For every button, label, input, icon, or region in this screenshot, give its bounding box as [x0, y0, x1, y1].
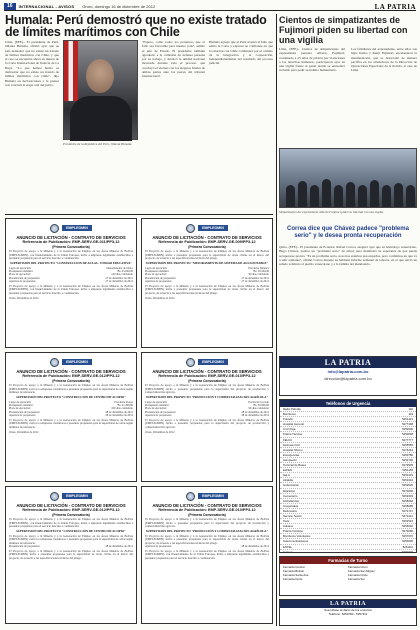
- ad-title: ANUNCIO DE LICITACIÓN - CONTRATO DE SERVICIOS: [16, 503, 126, 508]
- pharmacy-item: Farmacia Central: [283, 565, 305, 569]
- seal-icon: [186, 358, 195, 367]
- ad-convocatoria: (Primera Convocatoria): [188, 244, 226, 249]
- side-col-2: Los familiares del expresidente, entre ellos sus hijos Keiko y Kenji Fujimori, encabezaron la manifestación, que se desarrolló de manera pacífica en los alrededores de la Dirección de Operaciones Especiales de la Policía, al este de Lima.: [351, 47, 417, 73]
- phone-label: Cementerio: [283, 493, 298, 498]
- vigil-photo: [279, 148, 417, 208]
- portrait-face: [86, 59, 114, 93]
- section-label: INTERNACIONAL - AVISOS: [18, 4, 75, 9]
- flag-graphic: [64, 41, 78, 101]
- seal-icon: [50, 224, 59, 233]
- phone-label: Hospital General: [283, 422, 304, 427]
- tender-ads: [5, 218, 273, 626]
- pharmacies-title: Farmacias de Turno: [280, 557, 416, 564]
- phone-label: Cooperativa: [283, 503, 299, 508]
- phone-number: 5255555: [402, 442, 413, 447]
- phone-number: 110: [408, 407, 413, 411]
- seal-icon: [50, 492, 59, 501]
- vigil-caption: Simpatizantes del expresidente Alberto Fujimori piden su libertad con una vigilia.: [279, 210, 384, 214]
- seal-icon: [186, 492, 195, 501]
- phone-label: Bomberos: [283, 412, 296, 417]
- ad-footer: Oruro, Diciembre de 2012: [145, 297, 175, 301]
- main-story-body: [5, 40, 273, 212]
- phone-number: 5252700: [402, 457, 413, 462]
- phone-label: Radio Patrulla: [283, 407, 301, 411]
- ad-title: ANUNCIO DE LICITACIÓN - CONTRATO DE SERVICIOS: [16, 369, 126, 374]
- phone-number: 5250101: [402, 473, 413, 478]
- phone-label: FELCC: [283, 437, 293, 442]
- tender-ad-4: EMPLEOMIN ANUNCIO DE LICITACIÓN - CONTRATO DE SERVICIOS Referencia de Publicación: EMP-SERV-GE-010/PP3-12 (Primera Convocatoria) El Proyecto de apoyo a la Minería y a la Generación de Empleo en las Áreas Mineras de Bolivia (EMPLEOMIN) invita a presentar propuestas para la supervisión del proyecto de producción y comercialización agrícola. SUPERVISIÓN DEL PROYECTO "PRODUCCIÓN Y COMERCIALIZACIÓN AGRÍCOLA" Lugar de ejecución: Provincia Cercado Presupuesto máximo: Bs. 36.000,00 Plazo de ejecución: 90 días calendario Presentación de propuestas: 28 de diciembre de 2012 Apertura de propuestas: 28 de diciembre de 2012 El Proyecto de apoyo a la Minería y a la Generación de Empleo en las Áreas Mineras de Bolivia (EMPLEOMIN) invita a presentar propuestas para la supervisión del proyecto de producción y comercialización agrícola. Oruro, Diciembre de 2012: [141, 352, 273, 482]
- subscription-line-1: Suscríbase al diario de los orureños: [324, 608, 372, 612]
- phone-number: 5250008: [402, 432, 413, 437]
- phone-number: 5251155: [402, 468, 413, 473]
- ad-convocatoria: (Primera Convocatoria): [52, 512, 90, 517]
- ad-ref: Referencia de Publicación: EMP-SERV-GE-012/PP3-12: [22, 508, 120, 512]
- tender-ad-5: EMPLEOMIN ANUNCIO DE LICITACIÓN - CONTRATO DE SERVICIOS Referencia de Publicación: EMP-SERV-GE-012/PP3-12 (Primera Convocatoria) El Proyecto de apoyo a la Minería y a la Generación de Empleo en las Áreas Mineras de Bolivia (EMPLEOMIN), con financiamiento de la Unión Europea, invita a empresas legalmente establecidas a presentar propuestas para el servicio descrito a continuación. SUPERVISIÓN DEL PROYECTO "CONSTRUCCIÓN DE CENTRO DE ACOPIO" El Proyecto de apoyo a la Minería y a la Generación de Empleo en las Áreas Mineras de Bolivia (EMPLEOMIN) convoca a empresas consultoras a presentar propuestas para la supervisión de obras según términos de referencia. Presentación de propuestas: 28 de diciembre de 2012 El Proyecto de apoyo a la Minería y a la Generación de Empleo en las Áreas Mineras de Bolivia (EMPLEOMIN) invita a presentar propuestas para la supervisión de obras civiles en el marco del proyecto, de acuerdo a las especificaciones técnicas del pliego.: [5, 486, 137, 624]
- newspaper-brand: LA PATRIA: [374, 2, 416, 11]
- phone-label: Alcaldía: [283, 478, 293, 483]
- phone-label: SeLA: [283, 473, 290, 478]
- brief-body: Quito, (EFE).- El presidente de Ecuador, Rafael Correa, aseguró ayer que su homólogo venezolano, Hugo Chávez, padece un "problema serio" de salud, pero manifestó su esperanza de que pueda recuperarse pronto. "Es un problema serio, nosotros estamos preocupados, pero confiamos en que va a salir adelante", afirmó Correa durante su habitual informe semanal de labores, en el que envió un saludo solidario al pueblo venezolano y a la familia del mandatario.: [279, 245, 417, 267]
- ad-ref: Referencia de Publicación: EMP-SERV-GE-009/PP3-12: [158, 240, 256, 244]
- phone-label: Defensa Civil: [283, 442, 300, 447]
- phone-number: 5271212: [402, 513, 413, 518]
- ad-ref: Referencia de Publicación: EMP-SERV-GE-012/PP3-12: [22, 374, 120, 378]
- phone-label: Ambulancias: [283, 498, 300, 503]
- phone-number: 5252520: [402, 483, 413, 488]
- ad-title: ANUNCIO DE LICITACIÓN - CONTRATO DE SERVICIOS: [152, 369, 262, 374]
- main-story-col-1: Lima, (EFE).- El presidente de Perú, Ollanta Humala, afirmó ayer que su país demostró que no existe un tratado de límites marítimos con Chile, y que el caso se encuentra ahora en manos de la Corte Internacional de Justicia de La Haya. "Lo que hemos hecho es demostrar que no existe un tratado de límites marítimos con Chile", dijo Humala en declaraciones a la prensa tras concluir la etapa oral del juicio.: [5, 40, 59, 87]
- ad-convocatoria: (Primera Convocatoria): [52, 244, 90, 249]
- ad-subject: SUPERVISIÓN DEL PROYECTO "PRODUCCIÓN Y COMERCIALIZACIÓN AGRÍCOLA": [145, 394, 269, 399]
- phone-label: Servicio Social: [283, 513, 302, 518]
- ad-subject: SUPERVISIÓN DEL PROYECTO "CONSTRUCCIÓN DE CENTRO DE ACOPIO": [16, 394, 126, 399]
- phone-row: [280, 550, 416, 553]
- phone-number: 5250000: [402, 539, 413, 544]
- phone-number: 5277777: [402, 437, 413, 442]
- tender-ad-6: EMPLEOMIN ANUNCIO DE LICITACIÓN - CONTRATO DE SERVICIOS Referencia de Publicación: EMP-SERV-GE-010/PP3-12 (Primera Convocatoria) El Proyecto de apoyo a la Minería y a la Generación de Empleo en las Áreas Mineras de Bolivia (EMPLEOMIN) invita a presentar propuestas para la supervisión del proyecto de producción y comercialización agrícola. SUPERVISIÓN DEL PROYECTO "PRODUCCIÓN Y COMERCIALIZACIÓN AGRÍCOLA" El Proyecto de apoyo a la Minería y a la Generación de Empleo en las Áreas Mineras de Bolivia (EMPLEOMIN) invita a presentar propuestas para la supervisión de obras civiles en el marco del proyecto, de acuerdo a las especificaciones técnicas del pliego. Apertura de propuestas: 28 de diciembre de 2012 El Proyecto de apoyo a la Minería y a la Generación de Empleo en las Áreas Mineras de Bolivia (EMPLEOMIN), con financiamiento de la Unión Europea, invita a empresas legalmente establecidas a presentar propuestas para el servicio descrito a continuación.: [141, 486, 273, 624]
- phone-number: 5279535: [402, 463, 413, 468]
- phone-label: Tránsito: [283, 417, 293, 422]
- ad-footer: Oruro, Diciembre de 2012: [9, 431, 39, 435]
- phone-label: Correos: [283, 549, 293, 553]
- subscription-box: [279, 599, 417, 626]
- phone-label: Hospital Obrero: [283, 447, 303, 452]
- phone-label: ENTEL: [283, 544, 293, 549]
- side-headline: Cientos de simpatizantes de Fujimori piden su libertad con una vigilia: [279, 15, 408, 45]
- phone-label: Aeropuerto: [283, 457, 297, 462]
- ad-subject: SUPERVISIÓN DEL PROYECTO "CONSTRUCCIÓN DE AULAS - UNIDAD EDUCATIVA": [9, 260, 133, 265]
- side-col-1: Lima, (EFE).- Cientos de simpatizantes del expresidente peruano Alberto Fujimori, condenado a 25 años de prisión por violaciones a los derechos humanos, participaron ayer en una vigilia frente al penal donde se encuentra recluido para pedir su indulto humanitario.: [279, 47, 345, 73]
- pharmacy-item: Farmacia Sur: [348, 577, 365, 581]
- phone-number: 119: [408, 412, 413, 417]
- pharmacy-item: Farmacia Bolívar: [283, 569, 305, 573]
- page-number: 16: [4, 3, 16, 10]
- ad-footer: Oruro, Diciembre de 2012: [9, 297, 39, 301]
- phone-label: Bomberos Voluntarios: [283, 534, 311, 539]
- phone-label: Policía Turística: [283, 529, 303, 534]
- ad-convocatoria: (Primera Convocatoria): [188, 512, 226, 517]
- pharmacies-list: [280, 564, 416, 582]
- humala-photo: [63, 40, 138, 140]
- phone-number: 5251515: [402, 519, 413, 524]
- contact-brand: LA PATRIA: [280, 357, 416, 368]
- ad-ref: Referencia de Publicación: EMP-SERV-GE-010/PP3-12: [158, 374, 256, 378]
- ad-org: EMPLEOMIN: [198, 493, 228, 499]
- portrait-suit: [70, 96, 132, 141]
- seal-icon: [186, 224, 195, 233]
- ad-org: EMPLEOMIN: [62, 359, 92, 365]
- ad-body: El Proyecto de apoyo a la Minería y a la Generación de Empleo en las Áreas Mineras de Bolivia (EMPLEOMIN) invita a presentar propuestas para la supervisión de obras civiles en el marco del proyecto, de acuerdo a las especificaciones técnicas del pliego.: [145, 249, 269, 261]
- phone-number: 5250303: [402, 549, 413, 553]
- ad-org: EMPLEOMIN: [62, 225, 92, 231]
- phone-label: Emergencias: [283, 452, 300, 457]
- phone-label: Defensoría: [283, 508, 297, 513]
- tender-ad-1: EMPLEOMIN ANUNCIO DE LICITACIÓN - CONTRATO DE SERVICIOS Referencia de Publicación: EMP-SERV-GE-011/PP3-12 (Primera Convocatoria) El Proyecto de apoyo a la Minería y a la Generación de Empleo en las Áreas Mineras de Bolivia (EMPLEOMIN), con financiamiento de la Unión Europea, invita a empresas legalmente establecidas a presentar propuestas para el servicio descrito a continuación. SUPERVISIÓN DEL PROYECTO "CONSTRUCCIÓN DE AULAS - UNIDAD EDUCATIVA" Lugar de ejecución: Departamento de Oruro Presupuesto máximo: Bs. 45.000,00 Plazo de ejecución: 120 días calendario Presentación de propuestas: 27 de diciembre de 2012 Apertura de propuestas: 27 de diciembre de 2012 El Proyecto de apoyo a la Minería y a la Generación de Empleo en las Áreas Mineras de Bolivia (EMPLEOMIN), con financiamiento de la Unión Europea, invita a empresas legalmente establecidas a presentar propuestas para el servicio descrito a continuación. Oruro, Diciembre de 2012: [5, 218, 137, 348]
- ad-title: ANUNCIO DE LICITACIÓN - CONTRATO DE SERVICIOS: [16, 235, 126, 240]
- ad-org: EMPLEOMIN: [198, 225, 228, 231]
- ad-body: El Proyecto de apoyo a la Minería y a la Generación de Empleo en las Áreas Mineras de Bolivia (EMPLEOMIN), con financiamiento de la Unión Europea, invita a empresas legalmente establecidas a presentar propuestas para el servicio descrito a continuación.: [9, 249, 133, 261]
- phone-number: 5253333: [402, 493, 413, 498]
- ad-ref: Referencia de Publicación: EMP-SERV-GE-011/PP3-12: [22, 240, 120, 244]
- masthead: [4, 3, 416, 11]
- phone-number: 5274242: [402, 447, 413, 452]
- emergency-phones: [279, 399, 417, 553]
- ad-body: El Proyecto de apoyo a la Minería y a la Generación de Empleo en las Áreas Mineras de Bolivia (EMPLEOMIN) convoca a empresas consultoras a presentar propuestas para la supervisión de obras según términos de referencia.: [9, 383, 133, 395]
- phone-label: Telecomunicaciones: [283, 539, 309, 544]
- phone-label: Gobernación: [283, 483, 300, 488]
- pharmacy-item: Farmacia Norte: [283, 577, 303, 581]
- pharmacy-item: Farmacia Santa Ana: [283, 573, 309, 577]
- phone-number: 5251010: [402, 478, 413, 483]
- main-story-col-2: "Espero, como todos los peruanos, que el fallo sea favorable para nuestro país", señaló el jefe de Estado. El presidente también agradeció a la comisión de defensa peruana por su trabajo, y destacó la unidad nacional mostrada durante todo el proceso, que concluyó el viernes con los alegatos finales de ambas partes ante los jueces del tribunal internacional.: [142, 40, 205, 79]
- subscription-line-2: Teléfono: 5250780 - 5257111: [328, 612, 368, 616]
- phone-number: 5251111: [402, 544, 413, 549]
- ad-convocatoria: (Primera Convocatoria): [52, 378, 90, 383]
- phone-number: 5258080: [402, 503, 413, 508]
- phone-number: 5251421: [402, 417, 413, 422]
- ad-title: ANUNCIO DE LICITACIÓN - CONTRATO DE SERVICIOS: [152, 235, 262, 240]
- ad-org: EMPLEOMIN: [62, 493, 92, 499]
- phone-number: 5257070: [402, 534, 413, 539]
- photo-caption: Presidente de la República del Perú, Ollanta Humala.: [63, 142, 133, 146]
- main-headline: Humala: Perú demostró que no existe tratado de límites marítimos con Chile: [5, 13, 267, 39]
- pharmacy-item: Farmacia Cristo: [348, 573, 368, 577]
- phone-label: Migración: [283, 488, 296, 493]
- phones-title: Teléfonos de Urgencia: [280, 400, 416, 407]
- phone-label: Aduana: [283, 524, 293, 529]
- tender-ad-2: EMPLEOMIN ANUNCIO DE LICITACIÓN - CONTRATO DE SERVICIOS Referencia de Publicación: EMP-SERV-GE-009/PP3-12 (Primera Convocatoria) El Proyecto de apoyo a la Minería y a la Generación de Empleo en las Áreas Mineras de Bolivia (EMPLEOMIN) invita a presentar propuestas para la supervisión de obras civiles en el marco del proyecto, de acuerdo a las especificaciones técnicas del pliego. SUPERVISIÓN DEL PROYECTO "MEJORAMIENTO DE SISTEMA DE AGUA POTABLE" Lugar de ejecución: Provincia Dalence Presupuesto máximo: Bs. 38.500,00 Plazo de ejecución: 90 días calendario Presentación de propuestas: 27 de diciembre de 2012 Apertura de propuestas: 27 de diciembre de 2012 El Proyecto de apoyo a la Minería y a la Generación de Empleo en las Áreas Mineras de Bolivia (EMPLEOMIN) invita a presentar propuestas para la supervisión de obras civiles en el marco del proyecto, de acuerdo a las especificaciones técnicas del pliego. Oruro, Diciembre de 2012: [141, 218, 273, 348]
- phone-number: 5256060: [402, 498, 413, 503]
- ad-ref: Referencia de Publicación: EMP-SERV-GE-010/PP3-12: [158, 508, 256, 512]
- ad-subject: SUPERVISIÓN DEL PROYECTO "MEJORAMIENTO DE SISTEMA DE AGUA POTABLE": [145, 260, 269, 265]
- seal-icon: [50, 358, 59, 367]
- phone-number: 5250780: [402, 452, 413, 457]
- contact-box: [279, 356, 417, 396]
- contact-email[interactable]: info@lapatria.com.bo: [327, 369, 369, 374]
- ad-title: ANUNCIO DE LICITACIÓN - CONTRATO DE SERVICIOS: [152, 503, 262, 508]
- brief-headline: Correa dice que Chávez padece "problema serio" y le desea pronta recuperación: [287, 226, 409, 239]
- ad-footer: Oruro, Diciembre de 2012: [145, 431, 175, 435]
- ad-org: EMPLEOMIN: [198, 359, 228, 365]
- issue-date: Oruro, domingo 16 de diciembre de 2012: [82, 4, 156, 9]
- main-story-col-3: Humala agregó que el Perú acatará el fallo que emita la Corte y expresó su confianza en que la relación con Chile continuará por el camino de la integración y la cooperación, independientemente del resultado del proceso judicial.: [209, 40, 273, 66]
- subscription-brand: LA PATRIA: [280, 600, 416, 608]
- pharmacies-box: [279, 556, 417, 596]
- pharmacy-item: Farmacia Oruro: [348, 565, 368, 569]
- phone-number: 5277408: [402, 422, 413, 427]
- phone-label: Terminal de Buses: [283, 463, 307, 468]
- phone-number: 5274747: [402, 508, 413, 513]
- phone-label: Cruz Roja: [283, 427, 296, 432]
- phone-number: 5270000: [402, 488, 413, 493]
- phone-label: Policía Técnica: [283, 432, 302, 437]
- phone-label: ELFEO: [283, 468, 293, 473]
- contact-web[interactable]: dirección@lapatria.com.bo: [324, 376, 372, 381]
- phone-number: 5254040: [402, 524, 413, 529]
- phone-number: 5252606: [402, 427, 413, 432]
- phone-label: Taxis: [283, 519, 290, 524]
- ad-convocatoria: (Primera Convocatoria): [188, 378, 226, 383]
- pharmacy-item: Farmacia San Miguel: [348, 569, 375, 573]
- phones-list: [280, 407, 416, 553]
- phone-number: 5279090: [402, 529, 413, 534]
- ad-body: El Proyecto de apoyo a la Minería y a la Generación de Empleo en las Áreas Mineras de Bolivia (EMPLEOMIN) invita a presentar propuestas para la supervisión del proyecto de producción y comercialización agrícola.: [145, 383, 269, 395]
- tender-ad-3: EMPLEOMIN ANUNCIO DE LICITACIÓN - CONTRATO DE SERVICIOS Referencia de Publicación: EMP-SERV-GE-012/PP3-12 (Primera Convocatoria) El Proyecto de apoyo a la Minería y a la Generación de Empleo en las Áreas Mineras de Bolivia (EMPLEOMIN) convoca a empresas consultoras a presentar propuestas para la supervisión de obras según términos de referencia. SUPERVISIÓN DEL PROYECTO "CONSTRUCCIÓN DE CENTRO DE ACOPIO" Lugar de ejecución: Provincia Poopó Presupuesto máximo: Bs. 41.200,00 Plazo de ejecución: 100 días calendario Presentación de propuestas: 28 de diciembre de 2012 Apertura de propuestas: 28 de diciembre de 2012 El Proyecto de apoyo a la Minería y a la Generación de Empleo en las Áreas Mineras de Bolivia (EMPLEOMIN) convoca a empresas consultoras a presentar propuestas para la supervisión de obras según términos de referencia. Oruro, Diciembre de 2012: [5, 352, 137, 482]
